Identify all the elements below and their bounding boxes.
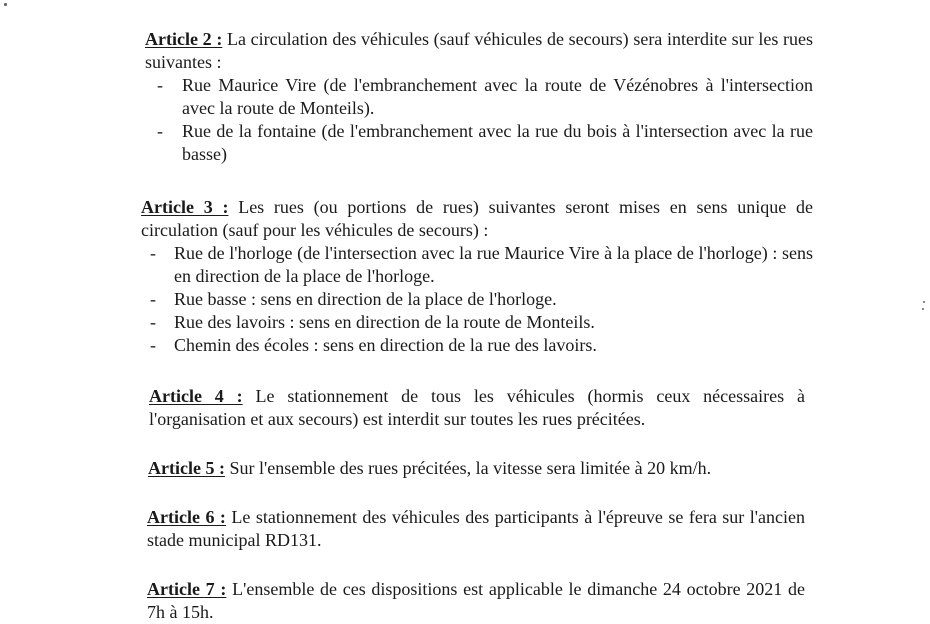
article-3-bullet-3 bbox=[141, 311, 813, 334]
article-3-bullet-1-text: Rue de l'horloge (de l'intersection avec la rue Maurice Vire à la place de l'horloge) : sens en direction de la place de l'horloge. bbox=[174, 243, 813, 286]
article-6 bbox=[147, 506, 805, 552]
article-6-label: Article 6 : bbox=[147, 507, 226, 527]
bullet-dash: - bbox=[157, 75, 163, 95]
bullet-dash: - bbox=[150, 312, 156, 332]
bullet-dash: - bbox=[157, 121, 163, 141]
article-7-paragraph bbox=[147, 578, 805, 624]
article-7 bbox=[147, 578, 805, 624]
article-3-bullet-3-text: Rue des lavoirs : sens en direction de la route de Monteils. bbox=[174, 312, 595, 332]
article-3-bullet-4-text: Chemin des écoles : sens en direction de la rue des lavoirs. bbox=[174, 335, 597, 355]
article-3-bullet-2-text: Rue basse : sens en direction de la place de l'horloge. bbox=[174, 289, 557, 309]
article-6-paragraph bbox=[147, 506, 805, 552]
article-2-label: Article 2 : bbox=[145, 29, 223, 49]
article-7-label: Article 7 : bbox=[147, 579, 227, 599]
article-5-paragraph bbox=[148, 457, 808, 480]
article-3-label: Article 3 : bbox=[141, 197, 229, 217]
article-5-text: Sur l'ensemble des rues précitées, la vitesse sera limitée à 20 km/h. bbox=[224, 458, 712, 478]
scan-speck bbox=[4, 3, 7, 6]
article-4-text: Le stationnement de tous les véhicules (hormis ceux nécessaires à l'organisation et aux secours) est interdit sur toutes les rues précitées. bbox=[149, 386, 805, 429]
article-2-bullet-2-text: Rue de la fontaine (de l'embranchement avec la rue du bois à l'intersection avec la rue basse) bbox=[182, 121, 813, 164]
article-2-text: La circulation des véhicules (sauf véhicules de secours) sera interdite sur les rues suivantes : bbox=[145, 29, 813, 72]
article-3-paragraph bbox=[141, 196, 813, 242]
bullet-dash: - bbox=[150, 243, 156, 263]
article-2-paragraph bbox=[145, 28, 813, 74]
article-2-bullet-2 bbox=[145, 120, 813, 166]
article-3-bullet-2 bbox=[141, 288, 813, 311]
bullet-dash: - bbox=[150, 289, 156, 309]
article-3-bullet-4 bbox=[141, 334, 813, 357]
article-4 bbox=[149, 385, 805, 431]
article-5-label: Article 5 : bbox=[148, 458, 225, 478]
article-2 bbox=[145, 28, 813, 166]
article-3-text: Les rues (ou portions de rues) suivantes seront mises en sens unique de circulation (sauf pour les véhicules de secours) : bbox=[141, 197, 813, 240]
bullet-dash: - bbox=[150, 335, 156, 355]
article-4-paragraph bbox=[149, 385, 805, 431]
article-7-text: L'ensemble de ces dispositions est applicable le dimanche 24 octobre 2021 de 7h à 15h. bbox=[147, 579, 805, 622]
article-5 bbox=[148, 457, 808, 480]
article-3-bullet-1 bbox=[141, 242, 813, 288]
article-6-text: Le stationnement des véhicules des participants à l'épreuve se fera sur l'ancien stade municipal RD131. bbox=[147, 507, 806, 550]
scan-speck bbox=[923, 301, 925, 303]
article-2-bullet-1-text: Rue Maurice Vire (de l'embranchement avec la route de Vézénobres à l'intersection avec la route de Monteils). bbox=[182, 75, 813, 118]
article-4-label: Article 4 : bbox=[149, 386, 243, 406]
article-2-bullet-1 bbox=[145, 74, 813, 120]
scan-speck bbox=[922, 308, 924, 310]
article-3 bbox=[141, 196, 813, 357]
